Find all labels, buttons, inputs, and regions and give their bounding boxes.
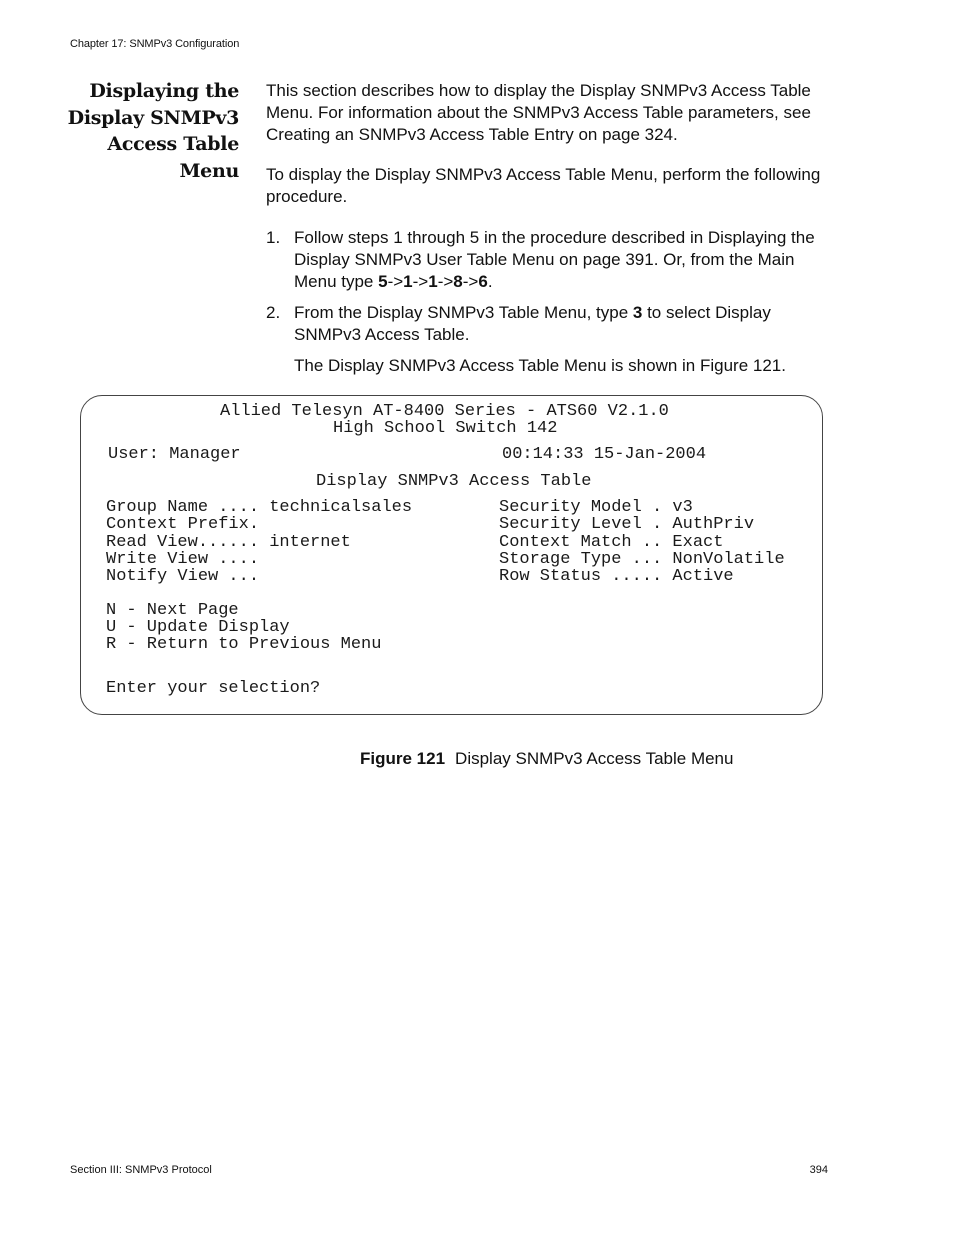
terminal-field: Context Prefix. — [106, 515, 260, 534]
terminal-field: Row Status ..... Active — [499, 567, 734, 586]
section-heading-line: Access Table — [107, 133, 239, 155]
terminal-field: Context Match .. Exact — [499, 533, 724, 552]
terminal-field: Security Level . AuthPriv — [499, 515, 755, 534]
section-heading-line: Displaying the — [89, 80, 239, 102]
step-number: 1. — [266, 228, 281, 247]
procedure-intro-paragraph: To display the Display SNMPv3 Access Table Menu, perform the following procedure. — [266, 165, 821, 206]
step-text-pre: From the Display SNMPv3 Table Menu, type — [294, 303, 633, 322]
menu-key: 1 — [428, 272, 438, 291]
terminal-datetime: 00:14:33 15-Jan-2004 — [502, 445, 707, 464]
section-heading-line: Menu — [179, 159, 239, 182]
terminal-field: Storage Type ... NonVolatile — [499, 550, 785, 569]
menu-key: 5 — [378, 272, 388, 291]
terminal-field: Notify View ... — [106, 567, 260, 586]
intro-paragraph: This section describes how to display the Display SNMPv3 Access Table Menu. For information about the SNMPv3 Access Table parameters, see Creating an SNMPv3 Access Table Entry on page 324. — [266, 81, 811, 144]
page-number: 394 — [809, 1164, 828, 1176]
key-separator: -> — [437, 272, 454, 291]
terminal-screen-figure — [80, 395, 823, 715]
body-column — [266, 80, 841, 375]
terminal-title: Allied Telesyn AT-8400 Series - ATS60 V2.1.0 — [220, 402, 669, 421]
key-separator: -> — [387, 272, 404, 291]
terminal-prompt: Enter your selection? — [106, 679, 321, 698]
figure-caption — [360, 749, 733, 769]
step-number: 2. — [266, 303, 281, 322]
step-text-post: . — [487, 272, 493, 291]
menu-key: 1 — [403, 272, 413, 291]
step-text-pre: Follow steps 1 through 5 in the procedure described in Displaying the Display SNMPv3 User Table Menu on page 391. Or, from the Main Menu type — [294, 228, 815, 291]
terminal-menu-title: Display SNMPv3 Access Table — [316, 472, 592, 491]
running-head: Chapter 17: SNMPv3 Configuration — [70, 38, 240, 50]
key-separator: -> — [462, 272, 479, 291]
terminal-field: Security Model . v3 — [499, 498, 693, 517]
figure-title: Display SNMPv3 Access Table Menu — [455, 749, 734, 768]
step-text-post: to select Display SNMPv3 Access Table. — [294, 303, 771, 344]
terminal-option-update-display: U - Update Display — [106, 618, 290, 637]
terminal-user: User: Manager — [108, 445, 241, 464]
step-text — [294, 227, 841, 293]
menu-key: 8 — [453, 272, 463, 291]
step-note: The Display SNMPv3 Access Table Menu is shown in Figure 121. — [294, 356, 786, 375]
section-heading-line: Display SNMPv3 — [67, 106, 239, 129]
key-separator: -> — [412, 272, 429, 291]
terminal-option-return: R - Return to Previous Menu — [106, 635, 382, 654]
menu-key: 6 — [478, 272, 488, 291]
section-heading — [40, 78, 239, 184]
terminal-field: Write View .... — [106, 550, 260, 569]
terminal-option-next-page: N - Next Page — [106, 601, 239, 620]
terminal-field: Read View...... internet — [106, 533, 351, 552]
step-text — [294, 302, 841, 346]
footer-section: Section III: SNMPv3 Protocol — [70, 1164, 212, 1176]
figure-label: Figure 121 — [360, 749, 446, 768]
terminal-field: Group Name .... technicalsales — [106, 498, 413, 517]
menu-key: 3 — [632, 303, 643, 322]
terminal-subtitle: High School Switch 142 — [333, 419, 558, 438]
